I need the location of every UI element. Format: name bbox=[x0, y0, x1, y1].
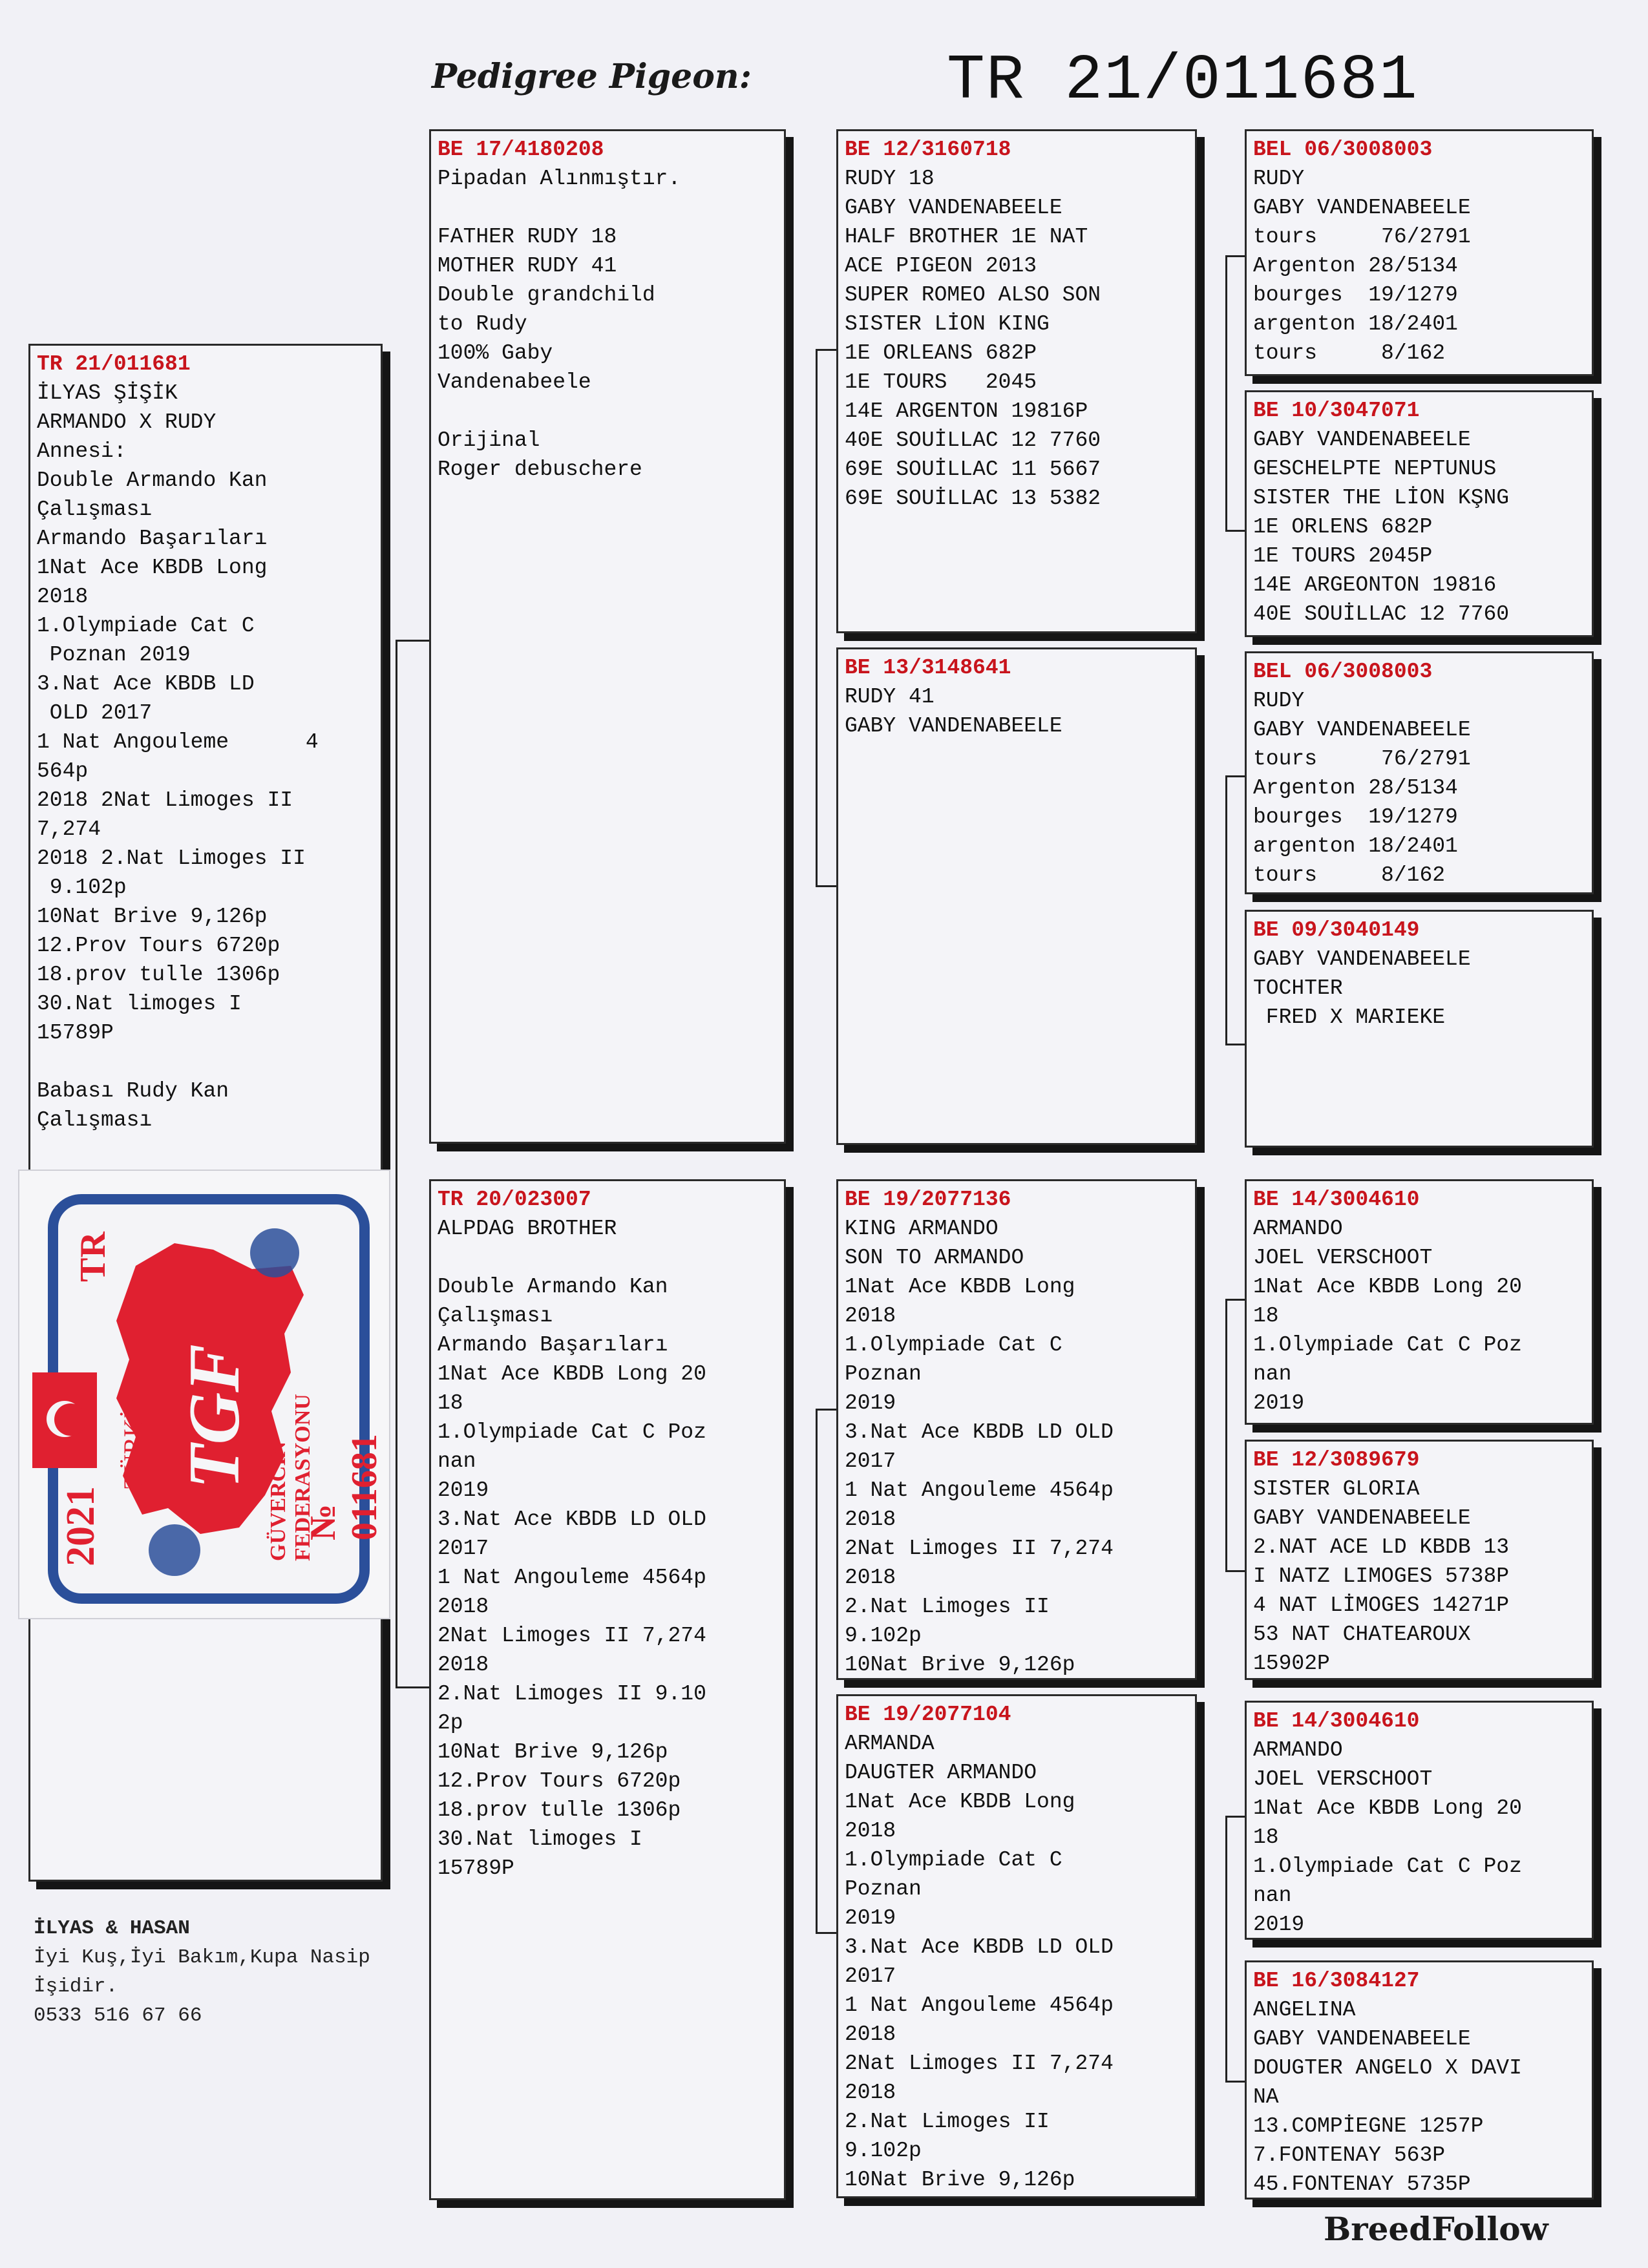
pedigree-line: TOCHTER bbox=[1253, 976, 1343, 1000]
pedigree-line: 2017 bbox=[845, 1964, 896, 1988]
pedigree-line: 10Nat Brive 9,126p bbox=[438, 1740, 668, 1764]
dam-details bbox=[438, 1214, 777, 1883]
pedigree-line: ARMANDO bbox=[1253, 1738, 1343, 1762]
ds-details bbox=[845, 1214, 1188, 1679]
pedigree-line: tours 76/2791 bbox=[1253, 747, 1471, 771]
ggp-box-7 bbox=[1245, 1701, 1594, 1940]
pedigree-line: RUDY 41 bbox=[845, 685, 935, 709]
pedigree-line: 2Nat Limoges II 7,274 bbox=[438, 1624, 706, 1648]
owner-motto: İyi Kuş,İyi Bakım,Kupa Nasip bbox=[34, 1946, 370, 1969]
pedigree-line: Vandenabeele bbox=[438, 370, 591, 394]
pedigree-line: 1E ORLEANS 682P bbox=[845, 341, 1037, 365]
pedigree-line: 3.Nat Ace KBDB LD OLD bbox=[845, 1420, 1114, 1444]
pedigree-line: Poznan 2019 bbox=[37, 643, 191, 667]
pedigree-line: GABY VANDENABEELE bbox=[1253, 718, 1471, 742]
pedigree-line: Armando Başarıları bbox=[438, 1333, 668, 1357]
pedigree-line: 1.Olympiade Cat C Poz bbox=[1253, 1854, 1522, 1878]
pedigree-line: 1 Nat Angouleme 4564p bbox=[845, 1478, 1114, 1502]
pedigree-line: Pipadan Alınmıştır. bbox=[438, 167, 681, 191]
turkish-flag-icon bbox=[32, 1372, 97, 1468]
pedigree-line: Çalışması bbox=[37, 1108, 153, 1132]
pedigree-line: 1.Olympiade Cat C Poz bbox=[1253, 1333, 1522, 1357]
connector-line bbox=[1225, 1299, 1227, 1570]
pedigree-line: 2019 bbox=[845, 1906, 896, 1930]
pedigree-line: Double Armando Kan bbox=[37, 468, 268, 492]
pedigree-line: ARMANDO bbox=[1253, 1217, 1343, 1241]
sss-ring: BEL 06/3008003 bbox=[1253, 138, 1433, 162]
pedigree-line: 7,274 bbox=[37, 817, 101, 841]
pedigree-line: 3.Nat Ace KBDB LD OLD bbox=[438, 1507, 706, 1531]
pedigree-line: SISTER LİON KING bbox=[845, 312, 1050, 336]
connector-line bbox=[1225, 530, 1245, 532]
pedigree-line: KING ARMANDO bbox=[845, 1217, 998, 1241]
pedigree-line: Poznan bbox=[845, 1877, 922, 1901]
sds-ring: BEL 06/3008003 bbox=[1253, 660, 1433, 684]
pigeon-emblem-icon bbox=[149, 1524, 200, 1576]
pedigree-line: 2Nat Limoges II 7,274 bbox=[845, 2052, 1114, 2075]
pedigree-line: 9.102p bbox=[845, 1624, 922, 1648]
pedigree-line: DOUGTER ANGELO X DAVI bbox=[1253, 2056, 1522, 2080]
card-turkiye: TÜRKİYE bbox=[118, 1375, 147, 1489]
pedigree-line: SISTER GLORIA bbox=[1253, 1477, 1420, 1501]
ds-ring: BE 19/2077136 bbox=[845, 1188, 1011, 1212]
pedigree-line: Roger debuschere bbox=[438, 457, 642, 481]
card-federation: GÜVERCİN FEDERASYONU bbox=[266, 1394, 315, 1561]
pedigree-line: FATHER RUDY 18 bbox=[438, 225, 617, 249]
pedigree-line: argenton 18/2401 bbox=[1253, 834, 1458, 858]
pedigree-line: 2.NAT ACE LD KBDB 13 bbox=[1253, 1535, 1510, 1559]
pedigree-line: tours 8/162 bbox=[1253, 863, 1446, 887]
connector-line bbox=[1225, 255, 1227, 530]
pedigree-line: 1Nat Ace KBDB Long bbox=[845, 1790, 1075, 1814]
pedigree-line: nan bbox=[1253, 1884, 1292, 1907]
ddd-details bbox=[1253, 1995, 1585, 2199]
pedigree-line: OLD 2017 bbox=[37, 701, 153, 725]
pedigree-line: GABY VANDENABEELE bbox=[845, 196, 1062, 220]
pedigree-line: tours 76/2791 bbox=[1253, 225, 1471, 249]
pedigree-line: 18.prov tulle 1306p bbox=[37, 963, 280, 987]
connector-line bbox=[396, 640, 397, 1686]
pedigree-line: Annesi: bbox=[37, 439, 127, 463]
pedigree-line: 10Nat Brive 9,126p bbox=[845, 2168, 1075, 2192]
dds-ring: BE 14/3004610 bbox=[1253, 1709, 1420, 1733]
pedigree-line: HALF BROTHER 1E NAT bbox=[845, 225, 1088, 249]
dam-box bbox=[429, 1179, 786, 2200]
card-country: TR bbox=[73, 1232, 113, 1282]
pedigree-line: 18.prov tulle 1306p bbox=[438, 1798, 681, 1822]
pedigree-line: Argenton 28/5134 bbox=[1253, 776, 1458, 800]
ssd-ring: BE 10/3047071 bbox=[1253, 399, 1420, 423]
pedigree-line: 30.Nat limoges I bbox=[438, 1827, 642, 1851]
ggp-box-6 bbox=[1245, 1440, 1594, 1680]
pedigree-line: Armando Başarıları bbox=[37, 527, 268, 551]
pedigree-line: 1E TOURS 2045P bbox=[1253, 544, 1433, 568]
pedigree-line: 1 Nat Angouleme 4 bbox=[37, 730, 319, 754]
dsd-details bbox=[1253, 1475, 1585, 1678]
pedigree-line: ARMANDO X RUDY bbox=[37, 410, 217, 434]
subject-pigeon-box bbox=[28, 344, 383, 1882]
owner-phone: 0533 516 67 66 bbox=[34, 2004, 202, 2027]
pedigree-line: 40E SOUİLLAC 12 7760 bbox=[845, 428, 1101, 452]
grandsire-dam-side-box bbox=[836, 1179, 1197, 1680]
pedigree-line: 1Nat Ace KBDB Long bbox=[845, 1275, 1075, 1299]
pedigree-line: 18 bbox=[1253, 1304, 1279, 1328]
card-acronym: TGF bbox=[174, 1344, 255, 1489]
pedigree-line: SISTER THE LİON KŞNG bbox=[1253, 486, 1510, 510]
tgf-ring-card bbox=[19, 1171, 389, 1618]
pedigree-line: ARMANDA bbox=[845, 1732, 935, 1756]
pedigree-line: GABY VANDENABEELE bbox=[1253, 428, 1471, 452]
pedigree-line: 9.102p bbox=[845, 2139, 922, 2163]
connector-line bbox=[1225, 1299, 1245, 1301]
ss-ring: BE 12/3160718 bbox=[845, 138, 1011, 162]
pedigree-line: 100% Gaby bbox=[438, 341, 553, 365]
pedigree-line: GABY VANDENABEELE bbox=[845, 714, 1062, 738]
pedigree-line: 1E TOURS 2045 bbox=[845, 370, 1037, 394]
pedigree-line: 2019 bbox=[438, 1478, 489, 1502]
pedigree-line: 2019 bbox=[845, 1391, 896, 1415]
pedigree-line: SON TO ARMANDO bbox=[845, 1246, 1024, 1270]
pedigree-line: 1Nat Ace KBDB Long 20 bbox=[438, 1362, 706, 1386]
sdd-details bbox=[1253, 945, 1585, 1032]
granddam-dam-side-box bbox=[836, 1694, 1197, 2198]
pedigree-line: 15902P bbox=[1253, 1652, 1330, 1675]
card-year: 2021 bbox=[59, 1486, 103, 1566]
pedigree-line: 2018 bbox=[845, 1566, 896, 1590]
dds-details bbox=[1253, 1736, 1585, 1939]
pedigree-line: 2018 bbox=[845, 2022, 896, 2046]
pedigree-line: 1.Olympiade Cat C bbox=[845, 1848, 1062, 1872]
pedigree-line: 564p bbox=[37, 759, 89, 783]
pedigree-line: Argenton 28/5134 bbox=[1253, 254, 1458, 278]
sire-ring: BE 17/4180208 bbox=[438, 138, 604, 162]
owner-motto-cont: İşidir. bbox=[34, 1975, 118, 1998]
connector-line bbox=[1225, 775, 1245, 777]
pedigree-line: 53 NAT CHATEAROUX bbox=[1253, 1622, 1471, 1646]
pedigree-line: ANGELINA bbox=[1253, 1998, 1356, 2022]
pedigree-line: 2018 bbox=[845, 1819, 896, 1843]
tgf-card-frame bbox=[48, 1194, 385, 1604]
pedigree-line: 9.102p bbox=[37, 876, 127, 899]
sdd-ring: BE 09/3040149 bbox=[1253, 918, 1420, 942]
pedigree-line: 3.Nat Ace KBDB LD OLD bbox=[845, 1935, 1114, 1959]
pedigree-line: 69E SOUİLLAC 13 5382 bbox=[845, 487, 1101, 510]
pedigree-line: JOEL VERSCHOOT bbox=[1253, 1767, 1433, 1791]
pedigree-line: FRED X MARIEKE bbox=[1253, 1005, 1446, 1029]
pedigree-line: I NATZ LIMOGES 5738P bbox=[1253, 1564, 1510, 1588]
dss-ring: BE 14/3004610 bbox=[1253, 1188, 1420, 1212]
pedigree-line: 1Nat Ace KBDB Long 20 bbox=[1253, 1796, 1522, 1820]
card-number: № 011681 bbox=[303, 1434, 385, 1540]
connector-line bbox=[396, 640, 429, 642]
ggp-box-2 bbox=[1245, 390, 1594, 637]
pedigree-line: argenton 18/2401 bbox=[1253, 312, 1458, 336]
pedigree-line: 1 Nat Angouleme 4564p bbox=[845, 1993, 1114, 2017]
pedigree-line: bourges 19/1279 bbox=[1253, 805, 1458, 829]
pedigree-line: to Rudy bbox=[438, 312, 527, 336]
pedigree-line: 2018 bbox=[845, 1304, 896, 1328]
ssd-details bbox=[1253, 425, 1585, 629]
connector-line bbox=[816, 1409, 818, 1932]
pedigree-line: 15789P bbox=[37, 1021, 114, 1045]
pedigree-line: 1Nat Ace KBDB Long bbox=[37, 556, 268, 580]
ggp-box-1 bbox=[1245, 129, 1594, 376]
connector-line bbox=[1225, 1816, 1245, 1818]
pedigree-line: İLYAS ŞİŞİK bbox=[37, 381, 178, 405]
dd-details bbox=[845, 1729, 1188, 2194]
connector-line bbox=[816, 1409, 836, 1411]
pedigree-line: GABY VANDENABEELE bbox=[1253, 1506, 1471, 1530]
pedigree-line: 1Nat Ace KBDB Long 20 bbox=[1253, 1275, 1522, 1299]
pedigree-line: 13.COMPİEGNE 1257P bbox=[1253, 2114, 1484, 2138]
pedigree-line: 2018 bbox=[438, 1653, 489, 1677]
pedigree-line: 14E ARGENTON 19816P bbox=[845, 399, 1088, 423]
pedigree-line: 2p bbox=[438, 1711, 463, 1735]
connector-line bbox=[816, 885, 836, 887]
granddam-sire-side-box bbox=[836, 647, 1197, 1145]
pedigree-line: Double Armando Kan bbox=[438, 1275, 668, 1299]
ggp-box-5 bbox=[1245, 1179, 1594, 1425]
pedigree-line: 2018 bbox=[845, 2081, 896, 2105]
pedigree-line: 2018 2Nat Limoges II bbox=[37, 788, 293, 812]
sire-details bbox=[438, 164, 777, 484]
pedigree-line: 2018 2.Nat Limoges II bbox=[37, 846, 306, 870]
pedigree-line: GABY VANDENABEELE bbox=[1253, 2027, 1471, 2051]
connector-line bbox=[1225, 1816, 1227, 2081]
pedigree-line: 2Nat Limoges II 7,274 bbox=[845, 1537, 1114, 1560]
pedigree-line: Orijinal bbox=[438, 428, 540, 452]
dam-ring: TR 20/023007 bbox=[438, 1188, 591, 1212]
connector-line bbox=[1225, 1044, 1245, 1045]
pedigree-line: 10Nat Brive 9,126p bbox=[37, 905, 268, 929]
pigeon-emblem-icon bbox=[250, 1228, 299, 1277]
pedigree-line: 2.Nat Limoges II bbox=[845, 2110, 1050, 2134]
pedigree-line: 1 Nat Angouleme 4564p bbox=[438, 1566, 706, 1590]
pedigree-line: SUPER ROMEO ALSO SON bbox=[845, 283, 1101, 307]
connector-line bbox=[396, 1686, 429, 1688]
pedigree-line bbox=[37, 1047, 374, 1076]
sd-ring: BE 13/3148641 bbox=[845, 656, 1011, 680]
pedigree-line: Çalışması bbox=[37, 498, 153, 521]
pedigree-line: GABY VANDENABEELE bbox=[1253, 196, 1471, 220]
pedigree-line: 2.Nat Limoges II bbox=[845, 1595, 1050, 1619]
pedigree-line: 2019 bbox=[1253, 1391, 1305, 1415]
sire-box bbox=[429, 129, 786, 1144]
breedfollow-logo: BreedFollow bbox=[1324, 2210, 1548, 2248]
pedigree-line: 69E SOUİLLAC 11 5667 bbox=[845, 457, 1101, 481]
connector-line bbox=[816, 349, 836, 351]
dd-ring: BE 19/2077104 bbox=[845, 1703, 1011, 1727]
pedigree-line: 2018 bbox=[438, 1595, 489, 1619]
page-title: Pedigree Pigeon: bbox=[432, 57, 752, 96]
pedigree-line: 10Nat Brive 9,126p bbox=[845, 1653, 1075, 1677]
ggp-box-4 bbox=[1245, 910, 1594, 1148]
pedigree-line: GESCHELPTE NEPTUNUS bbox=[1253, 457, 1497, 481]
pedigree-line: Poznan bbox=[845, 1362, 922, 1386]
subject-details bbox=[37, 379, 374, 1135]
pedigree-line: 4 NAT LİMOGES 14271P bbox=[1253, 1593, 1510, 1617]
pedigree-line: Çalışması bbox=[438, 1304, 553, 1328]
pedigree-line: 2019 bbox=[1253, 1913, 1305, 1937]
pedigree-line: 2017 bbox=[845, 1449, 896, 1473]
pedigree-line: JOEL VERSCHOOT bbox=[1253, 1246, 1433, 1270]
pedigree-line: 15789P bbox=[438, 1856, 514, 1880]
pedigree-line: ALPDAG BROTHER bbox=[438, 1217, 617, 1241]
grandsire-sire-side-box bbox=[836, 129, 1197, 633]
connector-line bbox=[1225, 1570, 1245, 1572]
pedigree-line: 3.Nat Ace KBDB LD bbox=[37, 672, 255, 696]
pedigree-line: 1.Olympiade Cat C Poz bbox=[438, 1420, 706, 1444]
pedigree-line bbox=[438, 1243, 777, 1272]
pedigree-line: RUDY bbox=[1253, 689, 1305, 713]
pedigree-line: 14E ARGEONTON 19816 bbox=[1253, 573, 1497, 597]
pedigree-line: 45.FONTENAY 5735P bbox=[1253, 2172, 1471, 2196]
pedigree-line: 1.Olympiade Cat C bbox=[37, 614, 255, 638]
pedigree-line: MOTHER RUDY 41 bbox=[438, 254, 617, 278]
pedigree-line: 40E SOUİLLAC 12 7760 bbox=[1253, 602, 1510, 626]
ggp-box-8 bbox=[1245, 1960, 1594, 2200]
pedigree-line: RUDY 18 bbox=[845, 167, 935, 191]
connector-line bbox=[816, 349, 818, 885]
pedigree-line: bourges 19/1279 bbox=[1253, 283, 1458, 307]
sss-details bbox=[1253, 164, 1585, 368]
pedigree-line: 1E ORLENS 682P bbox=[1253, 515, 1433, 539]
pedigree-line: ACE PIGEON 2013 bbox=[845, 254, 1037, 278]
pedigree-line: 12.Prov Tours 6720p bbox=[37, 934, 280, 958]
pedigree-line: NA bbox=[1253, 2085, 1279, 2109]
connector-line bbox=[1225, 255, 1245, 257]
ddd-ring: BE 16/3084127 bbox=[1253, 1969, 1420, 1993]
ss-details bbox=[845, 164, 1188, 513]
connector-line bbox=[816, 1932, 836, 1934]
pedigree-line: GABY VANDENABEELE bbox=[1253, 947, 1471, 971]
pedigree-line: nan bbox=[438, 1449, 476, 1473]
pedigree-line: DAUGTER ARMANDO bbox=[845, 1761, 1037, 1785]
connector-line bbox=[1225, 2081, 1245, 2083]
subject-ring: TR 21/011681 bbox=[37, 352, 191, 376]
pedigree-line: RUDY bbox=[1253, 167, 1305, 191]
pedigree-line: tours 8/162 bbox=[1253, 341, 1446, 365]
pedigree-line: 2018 bbox=[37, 585, 89, 609]
ggp-box-3 bbox=[1245, 651, 1594, 894]
dss-details bbox=[1253, 1214, 1585, 1418]
pedigree-line: 2017 bbox=[438, 1537, 489, 1560]
pedigree-line: Double grandchild bbox=[438, 283, 655, 307]
pedigree-line: 18 bbox=[438, 1391, 463, 1415]
sds-details bbox=[1253, 686, 1585, 890]
pedigree-line: 18 bbox=[1253, 1825, 1279, 1849]
pedigree-line: 7.FONTENAY 563P bbox=[1253, 2143, 1446, 2167]
sd-details bbox=[845, 682, 1188, 740]
dsd-ring: BE 12/3089679 bbox=[1253, 1448, 1420, 1472]
pedigree-line: 12.Prov Tours 6720p bbox=[438, 1769, 681, 1793]
pedigree-line: 2.Nat Limoges II 9.10 bbox=[438, 1682, 706, 1706]
pedigree-line: 30.Nat limoges I bbox=[37, 992, 242, 1016]
pedigree-line bbox=[438, 397, 777, 426]
owner-info bbox=[34, 1914, 370, 2030]
pedigree-line: 2018 bbox=[845, 1507, 896, 1531]
pedigree-line: Babası Rudy Kan bbox=[37, 1079, 229, 1103]
owner-name: İLYAS & HASAN bbox=[34, 1917, 190, 1940]
pedigree-line: 1.Olympiade Cat C bbox=[845, 1333, 1062, 1357]
pedigree-line bbox=[438, 193, 777, 222]
pedigree-line: nan bbox=[1253, 1362, 1292, 1386]
main-ring-number: TR 21/011681 bbox=[947, 45, 1419, 117]
connector-line bbox=[1225, 775, 1227, 1044]
